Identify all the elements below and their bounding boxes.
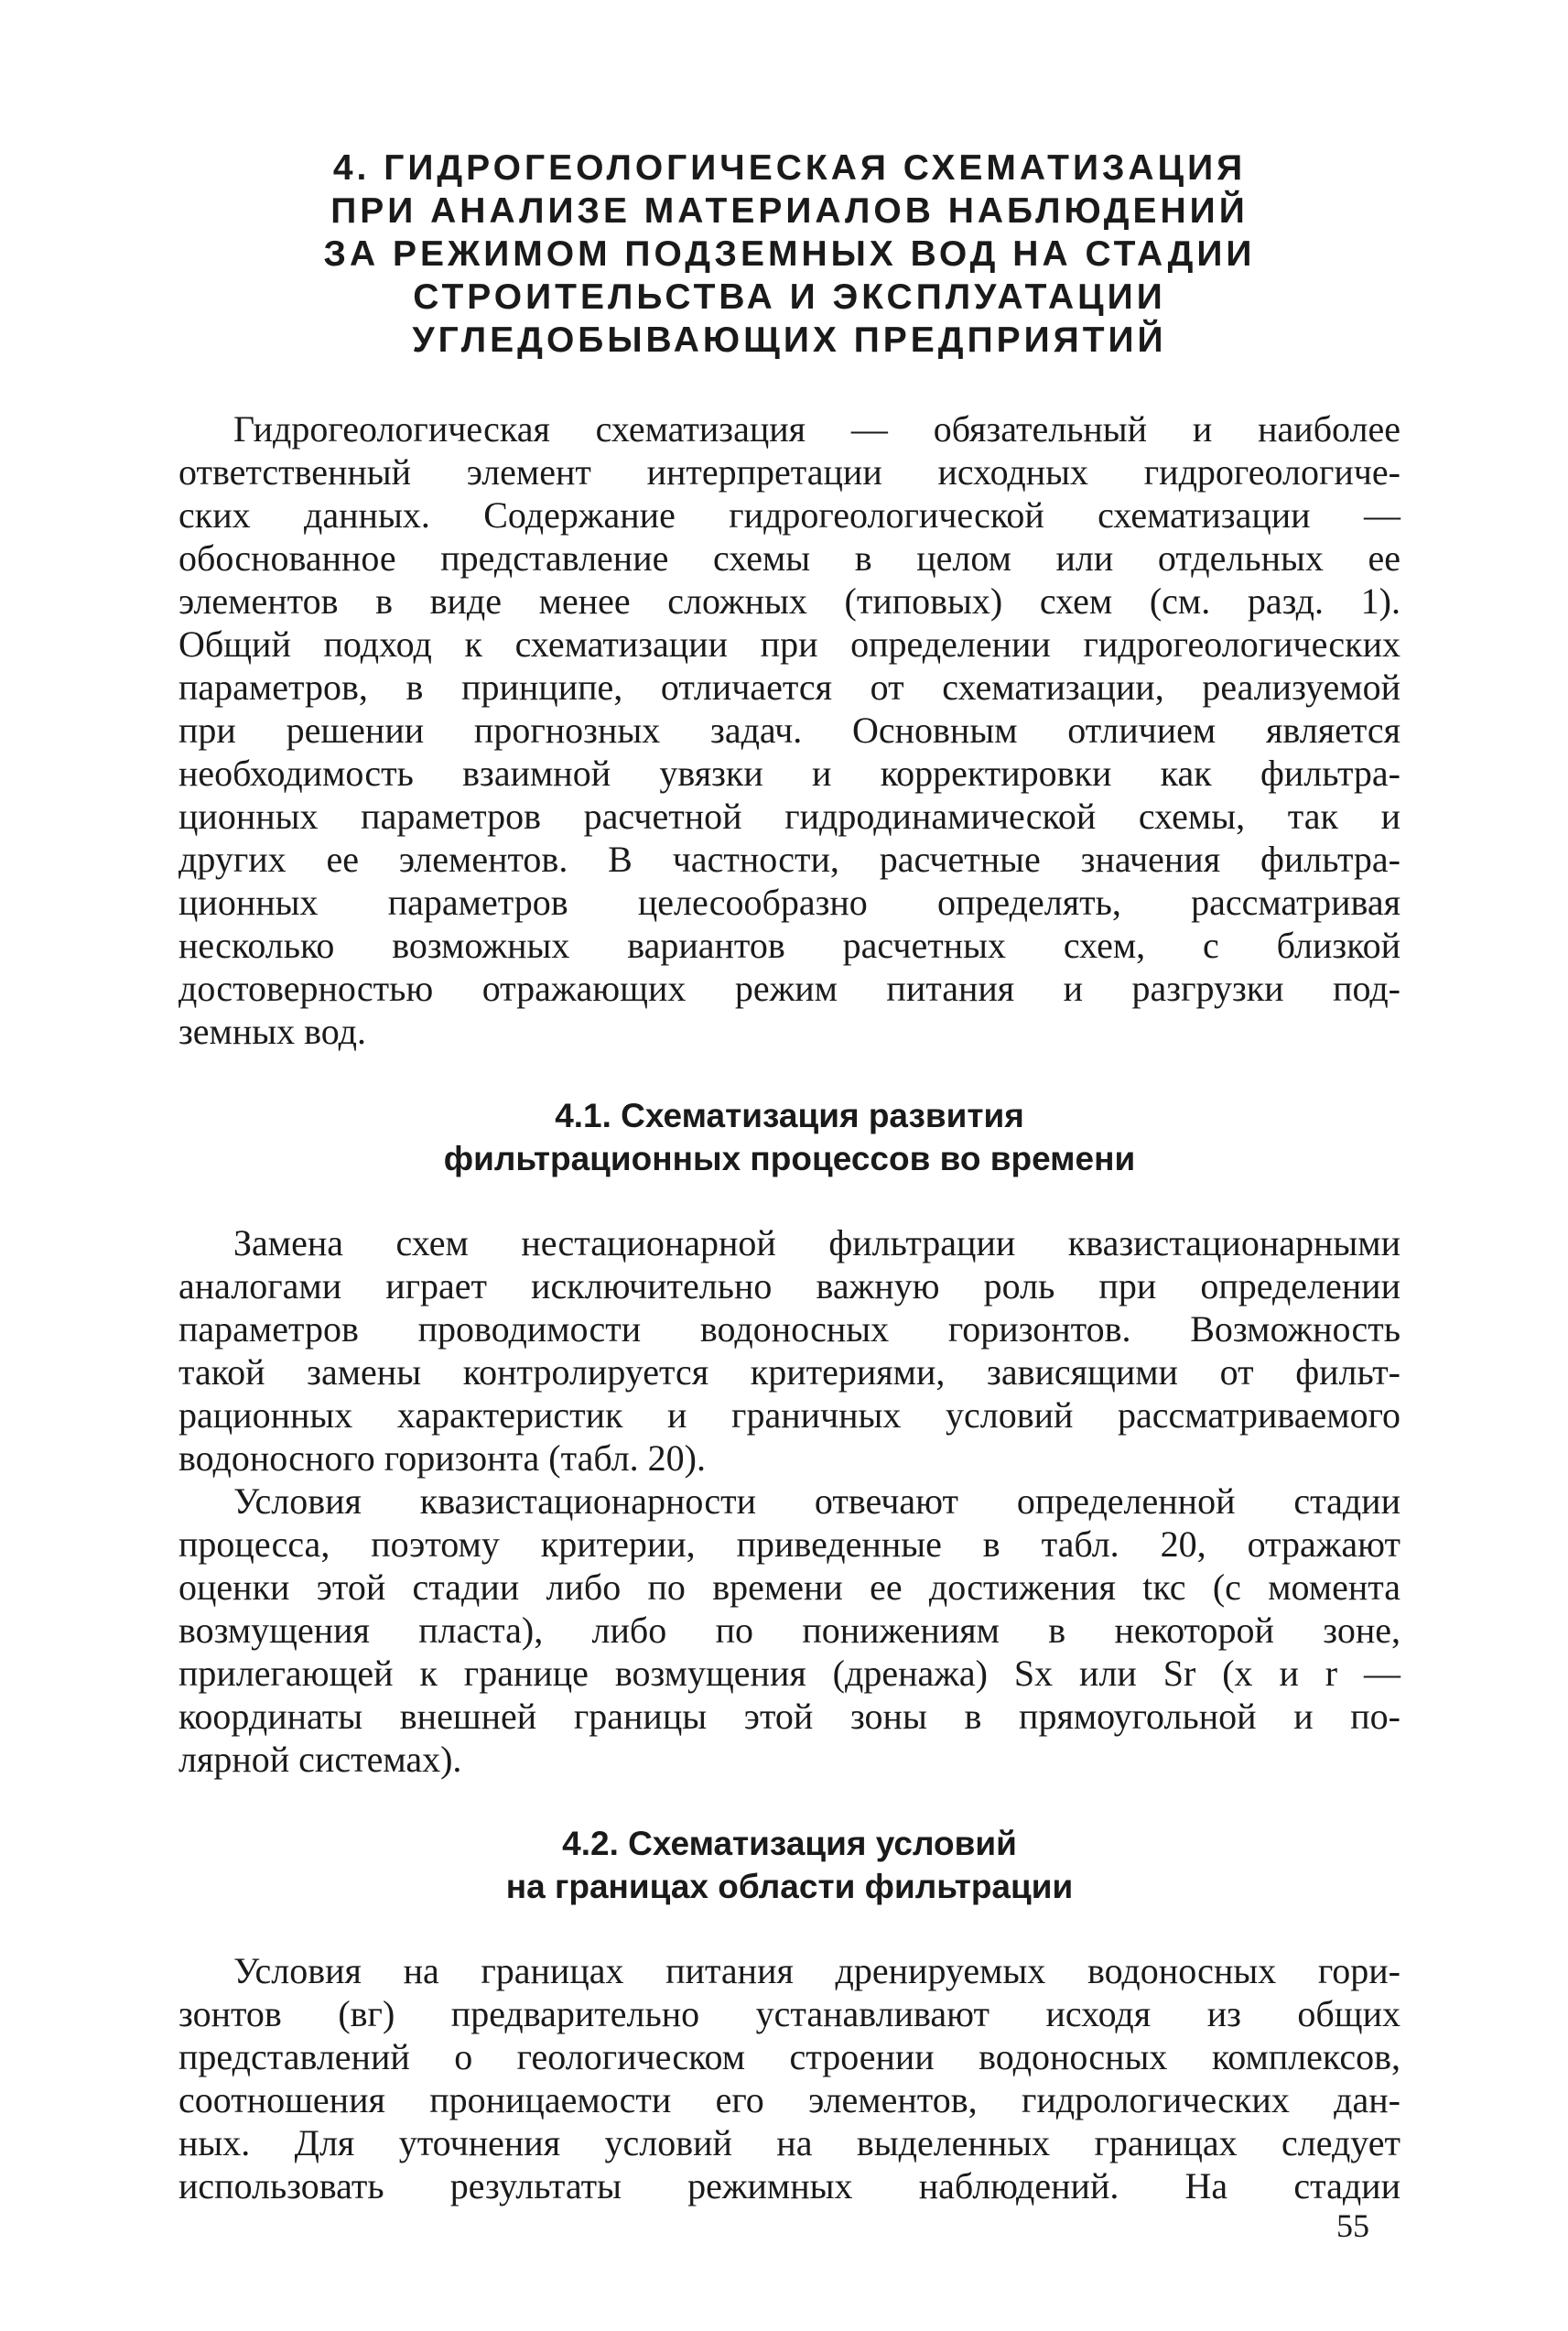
- chapter-title-line: ПРИ АНАЛИЗЕ МАТЕРИАЛОВ НАБЛЮДЕНИЙ: [330, 191, 1249, 231]
- text-line: параметров, в принципе, отличается от схематизации, реализуемой: [178, 667, 1400, 708]
- section-4-2-paragraph-1: [178, 1949, 1400, 2207]
- text-line: достоверностью отражающих режим питания и разгрузки под-: [178, 968, 1400, 1009]
- chapter-title-line: ЗА РЕЖИМОМ ПОДЗЕМНЫХ ВОД НА СТАДИИ: [323, 234, 1256, 274]
- chapter-title-line: УГЛЕДОБЫВАЮЩИХ ПРЕДПРИЯТИЙ: [412, 320, 1167, 360]
- text-line: Общий подход к схематизации при определении гидрогеологических: [178, 623, 1400, 665]
- text-line: оценки этой стадии либо по времени ее достижения tкс (с момента: [178, 1567, 1400, 1608]
- text-line: Замена схем нестационарной фильтрации квазистационарными: [233, 1222, 1400, 1263]
- text-line: Гидрогеологическая схематизация — обязательный и наиболее: [233, 408, 1400, 450]
- section-title-line: фильтрационных процессов во времени: [443, 1140, 1136, 1177]
- page-number: 55: [1336, 2207, 1369, 2244]
- section-title-line: 4.2. Схематизация условий: [562, 1825, 1017, 1862]
- section-4-1-paragraph-1: [178, 1221, 1400, 1480]
- text-line: ционных параметров целесообразно определять, рассматривая: [178, 882, 1400, 923]
- text-line: такой замены контролируется критериями, зависящими от фильт-: [178, 1351, 1400, 1393]
- text-line: Условия квазистационарности отвечают определенной стадии: [233, 1480, 1400, 1522]
- text-line: ционных параметров расчетной гидродинамической схемы, так и: [178, 796, 1400, 837]
- section-title-line: 4.1. Схематизация развития: [555, 1097, 1024, 1134]
- text-line: координаты внешней границы этой зоны в прямоугольной и по-: [178, 1696, 1400, 1737]
- chapter-title-line: 4. ГИДРОГЕОЛОГИЧЕСКАЯ СХЕМАТИЗАЦИЯ: [332, 148, 1247, 188]
- text-line: зонтов (вг) предварительно устанавливают исходя из общих: [178, 1993, 1400, 2034]
- text-line: других ее элементов. В частности, расчетные значения фильтра-: [178, 839, 1400, 880]
- text-line: использовать результаты режимных наблюдений. На стадии: [178, 2165, 1400, 2206]
- text-line: ских данных. Содержание гидрогеологической схематизации —: [178, 494, 1400, 536]
- text-line: обоснованное представление схемы в целом или отдельных ее: [178, 537, 1400, 579]
- text-line: возмущения пласта), либо по понижениям в некоторой зоне,: [178, 1610, 1400, 1651]
- section-title-4-1: [178, 1094, 1400, 1180]
- text-line: несколько возможных вариантов расчетных схем, с близкой: [178, 925, 1400, 966]
- section-title-line: на границах области фильтрации: [505, 1868, 1074, 1905]
- text-line: лярной системах).: [178, 1739, 462, 1780]
- text-line: водоносного горизонта (табл. 20).: [178, 1437, 706, 1479]
- text-line: Условия на границах питания дренируемых водоносных гори-: [233, 1950, 1400, 1991]
- text-line: ных. Для уточнения условий на выделенных границах следует: [178, 2122, 1400, 2163]
- section-title-4-2: [178, 1822, 1400, 1908]
- text-line: аналогами играет исключительно важную роль при определении: [178, 1265, 1400, 1306]
- intro-paragraph: [178, 407, 1400, 1053]
- text-line: процесса, поэтому критерии, приведенные в табл. 20, отражают: [178, 1523, 1400, 1565]
- text-line: земных вод.: [178, 1011, 366, 1052]
- text-line: представлений о геологическом строении водоносных комплексов,: [178, 2036, 1400, 2077]
- text-line: рационных характеристик и граничных условий рассматриваемого: [178, 1394, 1400, 1436]
- text-line: прилегающей к границе возмущения (дренажа) Sx или Sr (x и r —: [178, 1653, 1400, 1694]
- text-line: необходимость взаимной увязки и корректировки как фильтра-: [178, 753, 1400, 794]
- chapter-title-line: СТРОИТЕЛЬСТВА И ЭКСПЛУАТАЦИИ: [413, 277, 1166, 317]
- text-line: при решении прогнозных задач. Основным отличием является: [178, 710, 1400, 751]
- text-line: соотношения проницаемости его элементов, гидрологических дан-: [178, 2079, 1400, 2120]
- text-line: параметров проводимости водоносных горизонтов. Возможность: [178, 1308, 1400, 1350]
- section-4-1-paragraph-2: [178, 1480, 1400, 1781]
- page-content: [178, 146, 1400, 2207]
- text-line: ответственный элемент интерпретации исходных гидрогеологиче-: [178, 451, 1400, 493]
- chapter-title: [178, 146, 1400, 362]
- text-line: элементов в виде менее сложных (типовых) схем (см. разд. 1).: [178, 580, 1400, 622]
